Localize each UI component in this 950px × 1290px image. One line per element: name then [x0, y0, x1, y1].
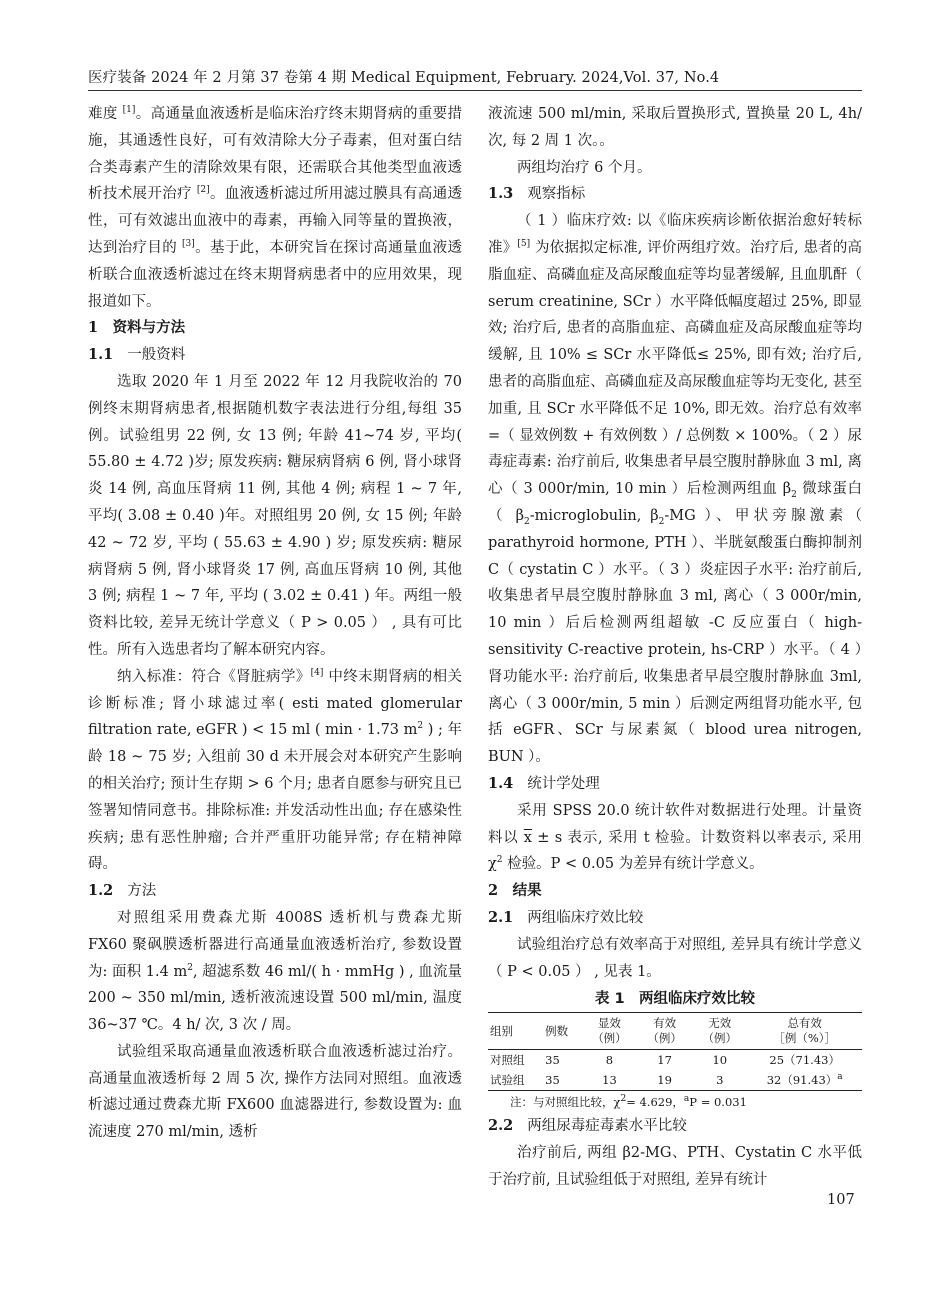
table-cell: 13	[602, 1073, 617, 1088]
efficacy-result-paragraph: 试验组治疗总有效率高于对照组, 差异具有统计学意义（ P < 0.05 ） , 见表 1。	[488, 936, 862, 980]
table-cell: 17	[657, 1053, 672, 1068]
statistics-paragraph: 采用 SPSS 20.0 统计软件对数据进行处理。计量资料以 $\overline{x} \pm s$ 表示, 采用 t 检验。计数资料以率表示, 采用 $\chi^2$ 检验。P < 0.05 为差异有统计学意义。	[488, 802, 862, 873]
running-header: 医疗装备 2024 年 2 月第 37 卷第 4 期 Medical Equipment, February. 2024,Vol. 37, No.4	[88, 70, 720, 86]
section-2-1-heading: 2.1 两组临床疗效比较	[488, 908, 644, 926]
table-row	[488, 1070, 862, 1091]
treatment-duration-paragraph: 两组均治疗 6 个月。	[517, 159, 652, 176]
table-cell: 19	[657, 1073, 672, 1088]
page-number: 107	[827, 1192, 855, 1208]
table-cell: 试验组	[490, 1073, 525, 1088]
general-data-paragraph: 选取 2020 年 1 月至 2022 年 12 月我院收治的 70例终末期肾病患者,根据随机数字表法进行分组,每组 35 例。试验组男 22 例, 女 13 例; 年龄 41~74 岁, 平均( 55.80 ± 4.72 )岁; 原发疾病: 糖尿病肾病 6 例, 肾小球肾炎 14 例, 高血压肾病 11 例, 其他 4 例; 病程 1 ~ 7 年, 平均( 3.08 ± 0.40 )年。对照组男 20 例, 女 15 例; 年龄 42 ~ 72 岁, 平均 ( 55.63 ± 4.90 ) 岁; 原发疾病: 糖尿病肾病 5 例, 肾小球肾炎 17 例, 高血压肾病 10 例, 其他 3 例; 病程 1 ~ 7 年, 平均 ( 3.02 ± 0.41 ) 年。两组一般资料比较, 差异无统计学意义（ P > 0.05 ） , 具有可比性。所有入选患者均了解本研究内容。	[88, 373, 462, 658]
significance-mark: a	[837, 1072, 843, 1083]
header-rule	[88, 90, 862, 91]
table-cell: 对照组	[490, 1053, 525, 1068]
table-cell: 35	[545, 1053, 560, 1068]
table-1	[488, 1012, 862, 1091]
control-method-paragraph: 对照组采用费森尤斯 4008S 透析机与费森尤斯 FX60 聚砜膜透析器进行高通量血液透析治疗, 参数设置为: 面积 1.4 $m^2$, 超滤系数 46 ml/( h · mmHg ) , 血流量 200 ~ 350 ml/min, 透析液流速设置 500 ml/min, 温度 36~37 ℃。4 h/ 次, 3 次 / 周。	[88, 909, 462, 1034]
section-1-3-heading: 1.3 观察指标	[488, 185, 586, 203]
intro-paragraph: 难度 [1]。高通量血液透析是临床治疗终末期肾病的重要措施，其通透性良好，可有效清除大分子毒素，但对蛋白结合类毒素产生的清除效果有限，还需联合其他类型血液透析技术展开治疗 [2]。血液透析滤过所用滤过膜具有高通透性，可有效滤出血液中的毒素，再输入同等量的置换液，达到治疗目的 [3]。基于此，本研究旨在探讨高通量血液透析联合血液透析滤过在终末期肾病患者中的应用效果，现报道如下。	[88, 105, 463, 310]
table-cell: 25（71.43）	[769, 1053, 840, 1068]
section-1-1-heading: 1.1 一般资料	[88, 346, 186, 364]
toxin-result-paragraph: 治疗前后, 两组 β2-MG、PTH、Cystatin C 水平低于治疗前, 且试验组低于对照组, 差异有统计	[488, 1145, 862, 1188]
section-1-2-heading: 1.2 方法	[88, 882, 157, 900]
table-cell: 3	[716, 1073, 724, 1088]
table-cell: 35	[545, 1073, 560, 1088]
method-continued-paragraph: 液流速 500 ml/min, 采取后置换形式, 置换量 20 L, 4h/ 次, 每 2 周 1 次。。	[488, 106, 862, 149]
section-2-2-heading: 2.2 两组尿毒症毒素水平比较	[488, 1117, 687, 1135]
left-column	[88, 101, 462, 1146]
right-column	[488, 101, 862, 1194]
table-1-note: 注：与对照组比较，$\chi^2= 4.629$，$^a$P = 0.031	[510, 1094, 747, 1110]
section-1-heading: 1 资料与方法	[88, 319, 186, 337]
table-cell: 10	[712, 1053, 728, 1068]
observation-paragraph: （ 1 ）临床疗效: 以《临床疾病诊断依据治愈好转标准》[5] 为依据拟定标准, 评价两组疗效。治疗后, 患者的高脂血症、高磷血症及高尿酸血症等均显著缓解, 且血肌酐（ serum creatinine, SCr ）水平降低幅度超过 25%, 即显效; 治疗后, 患者的高脂血症、高磷血症及高尿酸血症等均缓解, 且 10% ≤ SCr 水平降低≤ 25%, 即有效; 治疗后, 患者的高脂血症、高磷血症及高尿酸血症等均无变化, 甚至加重, 且 SCr 水平降低不足 10%, 即无效。治疗总有效率 =（ 显效例数 + 有效例数 ）/ 总例数 × 100%。（ 2 ）尿毒症毒素: 治疗前后, 收集患者早晨空腹肘静脉血 3 ml, 离心（ 3 000r/min, 10 min ）后检测两组血 $\beta_2$ 微球蛋白（ $\beta_2$-microglobulin, $\beta_2-MG$ ）、甲状旁腺激素（ parathyroid hormone, PTH ）、半胱氨酸蛋白酶抑制剂 C（ cystatin C ）水平。（ 3 ）炎症因子水平: 治疗前后, 收集患者早晨空腹肘静脉血 3 ml, 离心（ 3 000r/min, 10 min ）后后检测两组超敏 -C 反应蛋白（ high-sensitivity C-reactive protein, hs-CRP ）水平。（ 4 ）肾功能水平: 治疗前后, 收集患者早晨空腹肘静脉血 3ml, 离心（ 3 000r/min, 5 min ）后测定两组肾功能水平, 包括 eGFR、SCr 与尿素氮（ blood urea nitrogen, BUN ）。	[488, 213, 863, 766]
trial-method-paragraph: 试验组采取高通量血液透析联合血液透析滤过治疗。高通量血液透析每 2 周 5 次, 操作方法同对照组。血液透析滤过通过费森尤斯 FX600 血滤器进行, 参数设置为: 血流速度 270 ml/min, 透析	[88, 1043, 462, 1141]
table-header-cell: 显效 （例）	[592, 1016, 627, 1046]
table-1-caption: 表 1 两组临床疗效比较	[594, 991, 756, 1008]
table-header-cell: 例数	[545, 1023, 569, 1038]
table-cell: $32(91.43)^a$	[766, 1072, 843, 1088]
table-header-cell: 总有效 ［例（%）］	[773, 1016, 837, 1046]
table-header-cell: 无效 （例）	[702, 1016, 738, 1046]
table-header-row	[488, 1013, 862, 1050]
table-header-cell: 组别	[490, 1023, 513, 1038]
criteria-paragraph: 纳入标准：符合《肾脏病学》[4] 中终末期肾病的相关诊断标准; 肾小球滤过率( esti mated glomerular filtration rate, eGFR ) < 15 ml ( min · 1.73 $m^2$ ) ; 年龄 18 ~ 75 岁; 入组前 30 d 未开展会对本研究产生影响的相关治疗; 预计生存期 > 6 个月; 患者自愿参与研究且已签署知情同意书。排除标准: 并发活动性出血; 存在感染性疾病; 患有恶性肿瘤; 合并严重肝功能异常; 存在精神障碍。	[88, 667, 463, 873]
table-cell: 8	[605, 1053, 614, 1068]
table-header-cell: 有效 （例）	[647, 1016, 682, 1046]
section-2-heading: 2 结果	[488, 882, 542, 900]
section-1-4-heading: 1.4 统计学处理	[488, 774, 600, 792]
table-row	[488, 1050, 862, 1071]
